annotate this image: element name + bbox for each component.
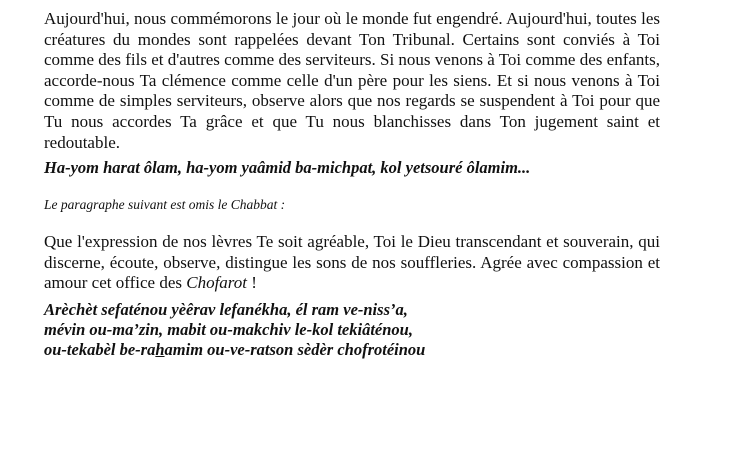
line-3-before: ou-tekabèl be-ra <box>44 339 156 359</box>
paragraph-2-text: Que l'expression de nos lèvres Te soit agréable, Toi le Dieu transcendant et souverain, qui discerne, écoute, observe, distingue les sons de nos souffleries. Agrée avec compassion et amour cet office des <box>44 232 660 293</box>
transliteration-1: Ha-yom harat ôlam, ha-yom yaâmid ba-michpat, kol yetsouré ôlamim... <box>44 158 531 178</box>
prayer-document <box>44 9 660 360</box>
transliteration-2 <box>44 300 660 360</box>
paragraph-2 <box>44 232 660 294</box>
shabbat-note: Le paragraphe suivant est omis le Chabbat : <box>44 197 286 213</box>
line-3-underlined: h <box>155 339 165 359</box>
transliteration-2-line-1: Arèchèt sefaténou yèêrav lefanékha, él ram ve-niss’a, <box>44 299 408 319</box>
paragraph-1: Aujourd'hui, nous commémorons le jour où le monde fut engendré. Aujourd'hui, toutes les créatures du mondes sont rappelées devant Ton Tribunal. Certains sont conviés à Toi comme des fils et d'autres comme des serviteurs. Si nous venons à Toi comme des enfants, accorde-nous Ta clémence comme celle d'un père pour les siens. Et si nous venons à Toi comme de simples serviteurs, observe alors que nos regards se suspendent à Toi pour que Tu nous accordes Ta grâce et que Tu nous blanchisses dans Ton jugement saint et redoutable. <box>44 9 660 152</box>
paragraph-2-end: ! <box>247 273 257 293</box>
transliteration-2-line-3 <box>44 340 660 360</box>
transliteration-2-line-2: mévin ou-ma’zin, mabit ou-makchiv le-kol tekiâténou, <box>44 319 413 339</box>
chofarot-emphasis: Chofarot <box>186 273 248 293</box>
line-3-after: amim ou-ve-ratson sèdèr chofrotéinou <box>164 339 426 359</box>
